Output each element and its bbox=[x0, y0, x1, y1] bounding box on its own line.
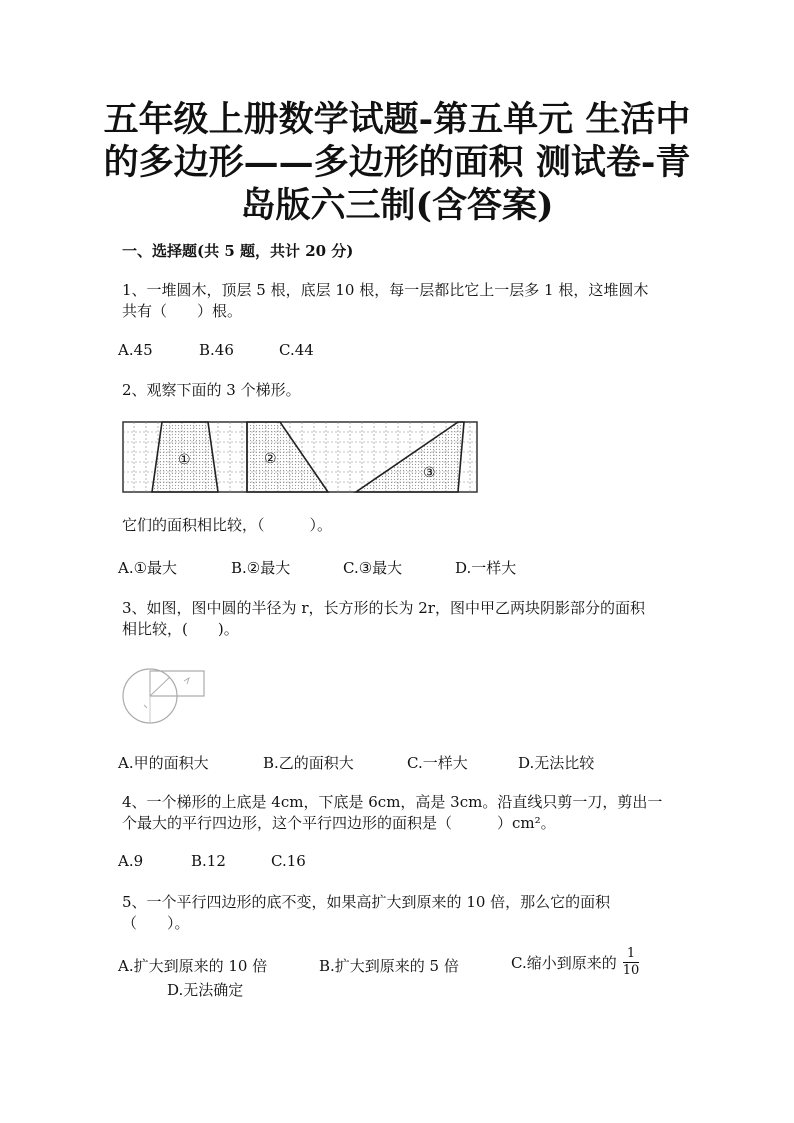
question-4-text: 4、一个梯形的上底是 4cm，下底是 6cm，高是 3cm。沿直线只剪一刀，剪出一 bbox=[122, 793, 663, 811]
question-3-text-2: 相比较，( )。 bbox=[122, 620, 239, 638]
question-4-text-2: 个最大的平行四边形，这个平行四边形的面积是（ ）cm²。 bbox=[122, 814, 556, 832]
question-1-option-c[interactable]: C.44 bbox=[279, 341, 314, 359]
question-3-option-b[interactable]: B.乙的面积大 bbox=[263, 754, 354, 772]
fraction-one-tenth bbox=[623, 947, 640, 978]
question-3-text: 3、如图，图中圆的半径为 r，长方形的长为 2r，图中甲乙两块阴影部分的面积 bbox=[122, 599, 645, 617]
question-5-text: 5、一个平行四边形的底不变，如果高扩大到原来的 10 倍，那么它的面积 bbox=[122, 893, 611, 911]
question-2-option-a[interactable]: A.①最大 bbox=[118, 559, 178, 577]
question-5-option-a[interactable]: A.扩大到原来的 10 倍 bbox=[118, 957, 268, 975]
question-5-option-c-label: C.缩小到原来的 bbox=[511, 954, 617, 972]
question-2-prompt: 它们的面积相比较，（ ）。 bbox=[122, 516, 333, 534]
question-3-option-c[interactable]: C.一样大 bbox=[407, 754, 468, 772]
question-1-text-2: 共有（ ）根。 bbox=[122, 302, 243, 320]
circle-rectangle-figure bbox=[122, 665, 212, 727]
question-5-option-d[interactable]: D.无法确定 bbox=[167, 981, 244, 999]
page-title-line-1: 五年级上册数学试题-第五单元 生活中 bbox=[103, 99, 691, 140]
question-4-option-a[interactable]: A.9 bbox=[118, 852, 144, 870]
trapezoid-2-label: ② bbox=[264, 451, 277, 467]
trapezoid-grid-figure bbox=[120, 418, 480, 496]
question-2-option-c[interactable]: C.③最大 bbox=[343, 559, 403, 577]
question-3-option-d[interactable]: D.无法比较 bbox=[518, 754, 595, 772]
question-5-option-c[interactable] bbox=[511, 947, 639, 978]
question-5-option-b[interactable]: B.扩大到原来的 5 倍 bbox=[319, 957, 459, 975]
question-1-option-b[interactable]: B.46 bbox=[199, 341, 234, 359]
fraction-numerator: 1 bbox=[626, 946, 636, 961]
question-4-option-b[interactable]: B.12 bbox=[191, 852, 226, 870]
section-heading: 一、选择题(共 5 题，共计 20 分) bbox=[122, 242, 354, 260]
question-2-option-b[interactable]: B.②最大 bbox=[231, 559, 291, 577]
page-title-line-2: 的多边形——多边形的面积 测试卷-青 bbox=[103, 142, 691, 183]
page-title-line-3: 岛版六三制(含答案) bbox=[240, 185, 554, 226]
question-4-option-c[interactable]: C.16 bbox=[271, 852, 306, 870]
question-2-option-d[interactable]: D.一样大 bbox=[455, 559, 517, 577]
question-3-option-a[interactable]: A.甲的面积大 bbox=[118, 754, 209, 772]
trapezoid-1-label: ① bbox=[178, 452, 191, 468]
question-1-option-a[interactable]: A.45 bbox=[118, 341, 153, 359]
fraction-denominator: 10 bbox=[622, 963, 640, 978]
question-1-text: 1、一堆圆木，顶层 5 根，底层 10 根，每一层都比它上一层多 1 根，这堆圆木 bbox=[122, 281, 649, 299]
trapezoid-3-label: ③ bbox=[423, 465, 436, 481]
question-5-text-2: （ ）。 bbox=[122, 914, 190, 932]
question-2-text: 2、观察下面的 3 个梯形。 bbox=[122, 381, 301, 399]
